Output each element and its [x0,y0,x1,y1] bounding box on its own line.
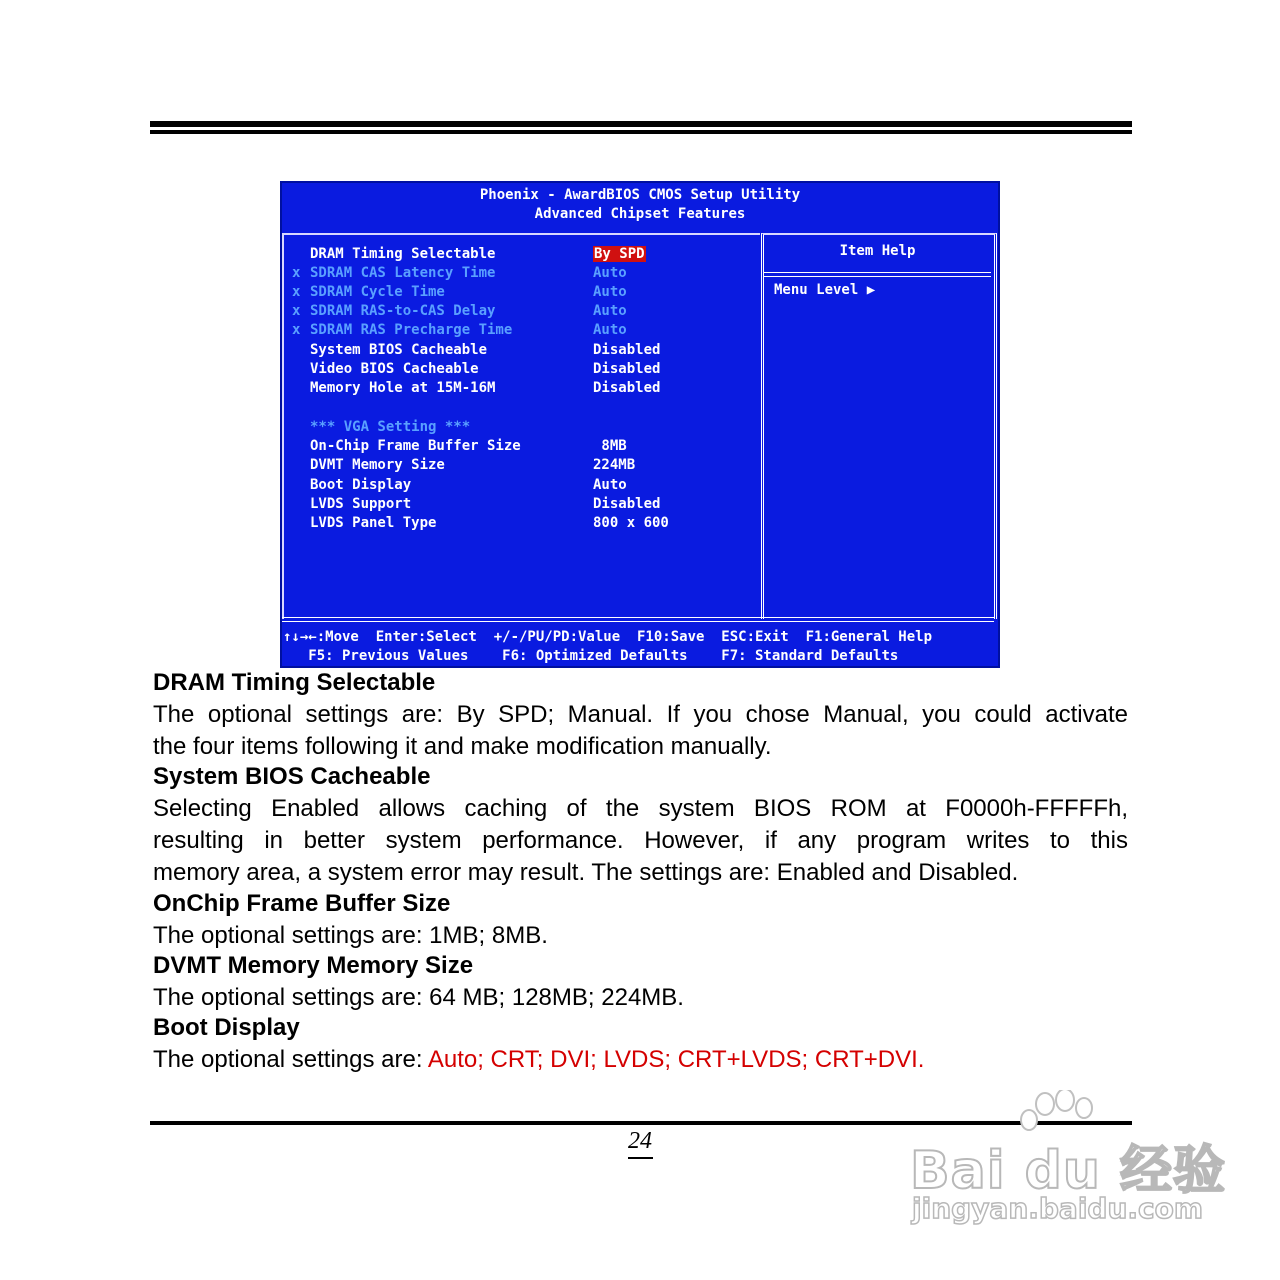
paragraph-line: the four items following it and make modification manually. [153,733,772,760]
bios-setting-value-cell [593,476,627,495]
bios-disabled-mark: x [292,303,301,319]
watermark-brand: Bai du 经验 [910,1141,1226,1201]
heading-system-bios-cacheable: System BIOS Cacheable [153,763,431,790]
top-rule-secondary [150,130,1132,134]
bios-setting-value: Auto [593,303,627,319]
bios-setting-value-cell [593,456,635,475]
bios-setting-label: System BIOS Cacheable [310,342,488,358]
bios-setting-label: SDRAM CAS Latency Time [310,265,496,281]
watermark-url: jingyan.baidu.com [912,1192,1204,1225]
bios-setting-value: Disabled [593,342,661,358]
bios-setting-value-cell [593,514,669,533]
bios-disabled-mark: x [292,322,301,338]
bios-setting-label: SDRAM RAS Precharge Time [310,322,513,338]
bios-setting-value-cell [593,360,660,379]
bios-setting-label: DRAM Timing Selectable [310,246,496,262]
bios-setting-value-cell [593,321,627,340]
heading-dvmt-memory-size: DVMT Memory Memory Size [153,952,474,979]
bios-setting-value: 224MB [593,457,636,473]
bios-setting-label: SDRAM RAS-to-CAS Delay [310,303,496,319]
bios-setting-label: Video BIOS Cacheable [310,361,479,377]
paragraph-system-bios-cacheable [153,793,1128,889]
paragraph-line: The optional settings are: By SPD; Manual. If you chose Manual, you could activate [153,701,1128,728]
bios-footer-defaults: F5: Previous Values F6: Optimized Defaults F7: Standard Defaults [283,648,899,664]
paragraph-line: The optional settings are: 64 MB; 128MB; 224MB. [153,984,684,1011]
bios-setting-value-cell [593,302,627,321]
bios-disabled-mark: x [292,265,301,281]
bios-footer-separator [282,617,994,622]
bios-setting-label: Memory Hole at 15M-16M [310,380,496,396]
page-number-underline [628,1157,653,1159]
page-number: 24 [628,1128,652,1154]
bios-setting-label: On-Chip Frame Buffer Size [310,438,521,454]
bios-setting-value-cell [593,283,627,302]
bios-menu-level: Menu Level ▶ [774,282,876,298]
bios-setting-label: *** VGA Setting *** [310,419,471,435]
bios-setting-label: SDRAM Cycle Time [310,284,445,300]
boot-display-options: Auto; CRT; DVI; LVDS; CRT+LVDS; CRT+DVI. [427,1046,925,1073]
bios-setting-value: 8MB [593,438,627,454]
paragraph-line [153,1044,1128,1076]
top-rule [150,121,1132,127]
paragraph-line: Selecting Enabled allows caching of the system BIOS ROM at F0000h-FFFFFh, [153,795,1128,822]
bios-setting-value-cell [593,264,627,283]
paragraph-line: The optional settings are: 1MB; 8MB. [153,922,548,949]
paragraph-onchip-frame-buffer [153,920,1128,952]
bios-setting-value: Auto [593,284,627,300]
bios-setting-value-cell [593,495,660,514]
paragraph-dvmt-memory-size [153,982,1128,1014]
bios-setting-value-cell [593,341,660,360]
bios-help-title: Item Help [839,243,916,259]
bios-screenshot [280,181,1000,668]
heading-boot-display: Boot Display [153,1014,300,1041]
bios-setting-value-cell [593,379,660,398]
paragraph-line: resulting in better system performance. However, if any program writes to this [153,827,1128,854]
bios-setting-value: By SPD [594,246,645,262]
bios-setting-value: Auto [593,322,627,338]
bios-setting-value: Auto [593,265,627,281]
bios-setting-value-cell [593,245,646,264]
bios-disabled-mark: x [292,284,301,300]
bios-title-line1: Phoenix - AwardBIOS CMOS Setup Utility [479,187,801,203]
bios-setting-value: Disabled [593,361,661,377]
heading-onchip-frame-buffer: OnChip Frame Buffer Size [153,890,451,917]
heading-dram-timing: DRAM Timing Selectable [153,669,436,696]
paragraph-dram-timing [153,699,1128,763]
bios-setting-value: Disabled [593,380,661,396]
bios-help-separator [764,272,991,277]
bios-setting-label: LVDS Support [310,496,412,512]
paragraph-prefix: The optional settings are: [153,1046,428,1073]
bios-setting-value: Auto [593,477,627,493]
bios-setting-label: DVMT Memory Size [310,457,445,473]
bios-setting-label: Boot Display [310,477,412,493]
paragraph-line: memory area, a system error may result. The settings are: Enabled and Disabled. [153,859,1019,886]
bios-title [280,186,1000,224]
bios-setting-value-cell [593,437,627,456]
bios-setting-value: 800 x 600 [593,515,669,531]
bios-footer-keys: ↑↓→←:Move Enter:Select +/-/PU/PD:Value F10:Save ESC:Exit F1:General Help [283,629,933,645]
bios-setting-value: Disabled [593,496,661,512]
bios-title-line2: Advanced Chipset Features [534,206,746,222]
paragraph-boot-display [153,1044,1128,1076]
bios-setting-label: LVDS Panel Type [310,515,437,531]
